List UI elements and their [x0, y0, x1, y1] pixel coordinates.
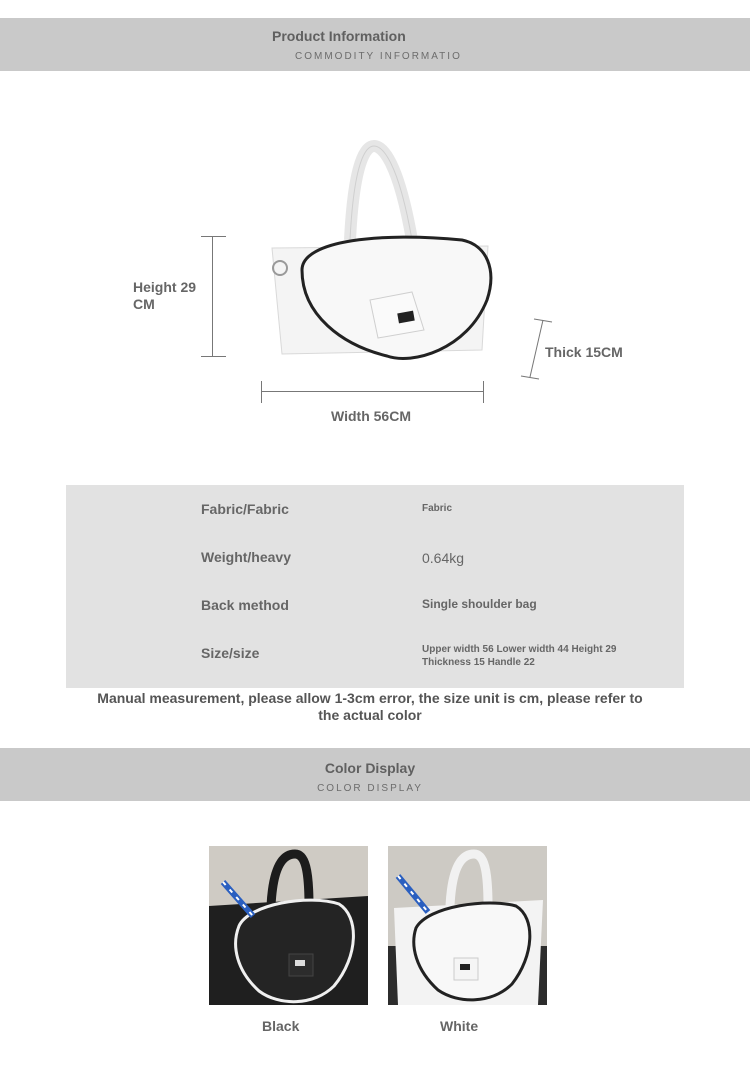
spec-label-back-method: Back method — [201, 597, 289, 613]
color-label-white: White — [440, 1018, 479, 1034]
height-label: Height 29 CM — [133, 279, 197, 312]
product-info-banner — [0, 18, 750, 71]
spec-table — [66, 485, 684, 688]
bag-image — [262, 140, 498, 370]
spec-value-weight: 0.64kg — [422, 550, 465, 566]
width-line — [262, 391, 484, 392]
spec-label-size: Size/size — [201, 645, 260, 661]
width-label: Width 56CM — [331, 408, 411, 424]
section-subtitle: COLOR DISPLAY — [317, 783, 423, 794]
height-line — [212, 236, 213, 356]
spec-value-size: Upper width 56 Lower width 44 Height 29 Thickness 15 Handle 22 — [422, 644, 617, 668]
spec-label-fabric: Fabric/Fabric — [201, 501, 289, 517]
section-title: Product Information — [272, 28, 406, 44]
thick-label: Thick 15CM — [545, 344, 623, 360]
black-bag-image — [209, 846, 368, 1005]
color-swatch-black[interactable] — [209, 846, 368, 1005]
color-swatch-white[interactable] — [388, 846, 547, 1005]
spec-value-fabric: Fabric — [422, 503, 453, 514]
section-subtitle: COMMODITY INFORMATIO — [295, 51, 462, 62]
color-display-banner — [0, 748, 750, 801]
width-tick-right — [483, 381, 484, 403]
white-bag-image — [388, 846, 547, 1005]
width-tick-left — [261, 381, 262, 403]
color-label-black: Black — [262, 1018, 300, 1034]
spec-label-weight: Weight/heavy — [201, 549, 291, 565]
height-tick-top — [201, 236, 226, 237]
height-tick-bottom — [201, 356, 226, 357]
measurement-note: Manual measurement, please allow 1-3cm error, the size unit is cm, please refer to the actual color — [97, 690, 643, 723]
spec-value-back-method: Single shoulder bag — [422, 597, 537, 611]
section-title: Color Display — [324, 760, 416, 776]
